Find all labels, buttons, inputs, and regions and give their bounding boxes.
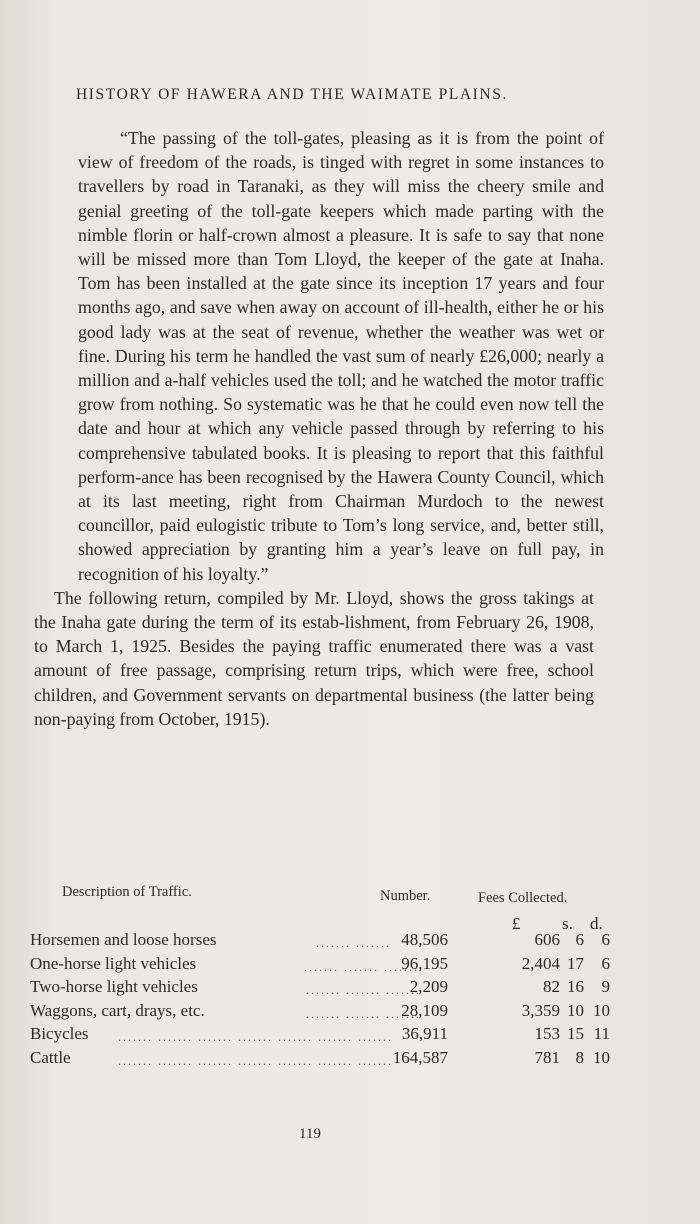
row-pounds: 606 xyxy=(534,930,560,949)
table-row xyxy=(30,977,610,1001)
leader-dots: ....... ....... ....... xyxy=(306,983,421,997)
row-pence: 9 xyxy=(601,977,610,996)
row-shillings: 17 xyxy=(567,953,584,973)
table-row xyxy=(30,954,610,978)
table-row xyxy=(30,930,610,954)
row-pence: 11 xyxy=(593,1024,610,1043)
column-header-description: Description of Traffic. xyxy=(62,884,192,900)
row-number: 164,587 xyxy=(392,1047,448,1067)
row-shillings: 15 xyxy=(567,1024,584,1043)
row-pounds: 82 xyxy=(543,977,560,996)
row-number: 96,195 xyxy=(401,953,448,973)
row-pounds: 3,359 xyxy=(521,1000,560,1020)
row-pence: 10 xyxy=(593,1000,610,1020)
leader-dots: ....... ....... xyxy=(316,936,391,950)
leader-dots: ....... ....... ....... ....... ....... ....... ....... xyxy=(118,1053,393,1068)
row-pence: 10 xyxy=(593,1047,610,1067)
row-number: 48,506 xyxy=(401,930,448,949)
row-label: Waggons, cart, drays, etc. xyxy=(30,1000,205,1020)
row-pence: 6 xyxy=(601,930,610,949)
row-shillings: 16 xyxy=(567,977,584,996)
body-text xyxy=(34,126,604,731)
unit-pence: d. xyxy=(590,914,603,933)
row-pounds: 153 xyxy=(534,1024,560,1043)
row-shillings: 10 xyxy=(567,1000,584,1020)
table-row xyxy=(30,1048,610,1072)
unit-pounds: £ xyxy=(512,914,521,933)
row-number: 28,109 xyxy=(401,1000,448,1020)
traffic-table xyxy=(30,882,610,1071)
row-number: 36,911 xyxy=(401,1024,448,1043)
row-pence: 6 xyxy=(601,953,610,973)
table-body xyxy=(30,930,610,1071)
row-number: 2,209 xyxy=(409,977,448,996)
table-row xyxy=(30,1001,610,1025)
column-header-fees: Fees Collected. xyxy=(478,890,568,906)
row-label: Horsemen and loose horses xyxy=(30,930,217,949)
row-label: Bicycles xyxy=(30,1024,89,1043)
row-pounds: 781 xyxy=(534,1047,560,1067)
leader-dots: ....... ....... ....... xyxy=(306,1006,421,1021)
quote-paragraph: “The passing of the toll-gates, pleasing as it is from the point of view of freedom of the roads, is tinged with regret in some instances to travellers by road in Taranaki, as they will miss the cheery smile and genial greeting of the toll-gate keepers which made parting with the nimble florin or half-crown almost a pleasure. It is safe to say that none will be missed more than Tom Lloyd, the keeper of the gate at Inaha. Tom has been installed at the gate since its inception 17 years and four months ago, and save when away on account of ill-health, either he or his good lady was at the seat of revenue, whether the weather was wet or fine. During his term he handled the vast sum of nearly £26,000; nearly a million and a-half vehicles used the toll; and he watched the motor traffic grow from nothing. So systematic was he that he could even now tell the date and hour at which any vehicle passed through by referring to his comprehensive tabulated books. It is pleasing to report that this faithful perform-ance has been recognised by the Hawera County Council, which at its last meeting, right from Chairman Murdoch to the newest councillor, paid eulogistic tribute to Tom’s long service, and, better still, showed appreciation by granting him a year’s leave on full pay, in recognition of his loyalty.” xyxy=(78,128,604,584)
page-number: 119 xyxy=(299,1126,321,1142)
table-row xyxy=(30,1024,610,1048)
leader-dots: ....... ....... ....... ....... ....... ....... ....... xyxy=(118,1030,393,1044)
intro-paragraph: The following return, compiled by Mr. Lloyd, shows the gross takings at the Inaha gate during the term of its estab-lishment, from February 26, 1908, to March 1, 1925. Besides the paying traffic enumerated there was a vast amount of free passage, comprising return trips, which were free, school children, and Government servants on departmental business (the latter being non-paying from October, 1915). xyxy=(34,587,594,729)
table-header xyxy=(30,882,610,933)
running-title: HISTORY OF HAWERA AND THE WAIMATE PLAINS. xyxy=(76,86,508,103)
row-shillings: 8 xyxy=(575,1047,584,1067)
row-label: Cattle xyxy=(30,1047,71,1067)
row-label: Two-horse light vehicles xyxy=(30,977,198,996)
row-pounds: 2,404 xyxy=(521,953,560,973)
row-shillings: 6 xyxy=(575,930,584,949)
column-header-number: Number. xyxy=(380,888,431,904)
leader-dots: ....... ....... ....... xyxy=(304,959,419,974)
unit-shillings: s. xyxy=(562,914,573,933)
row-label: One-horse light vehicles xyxy=(30,953,197,973)
